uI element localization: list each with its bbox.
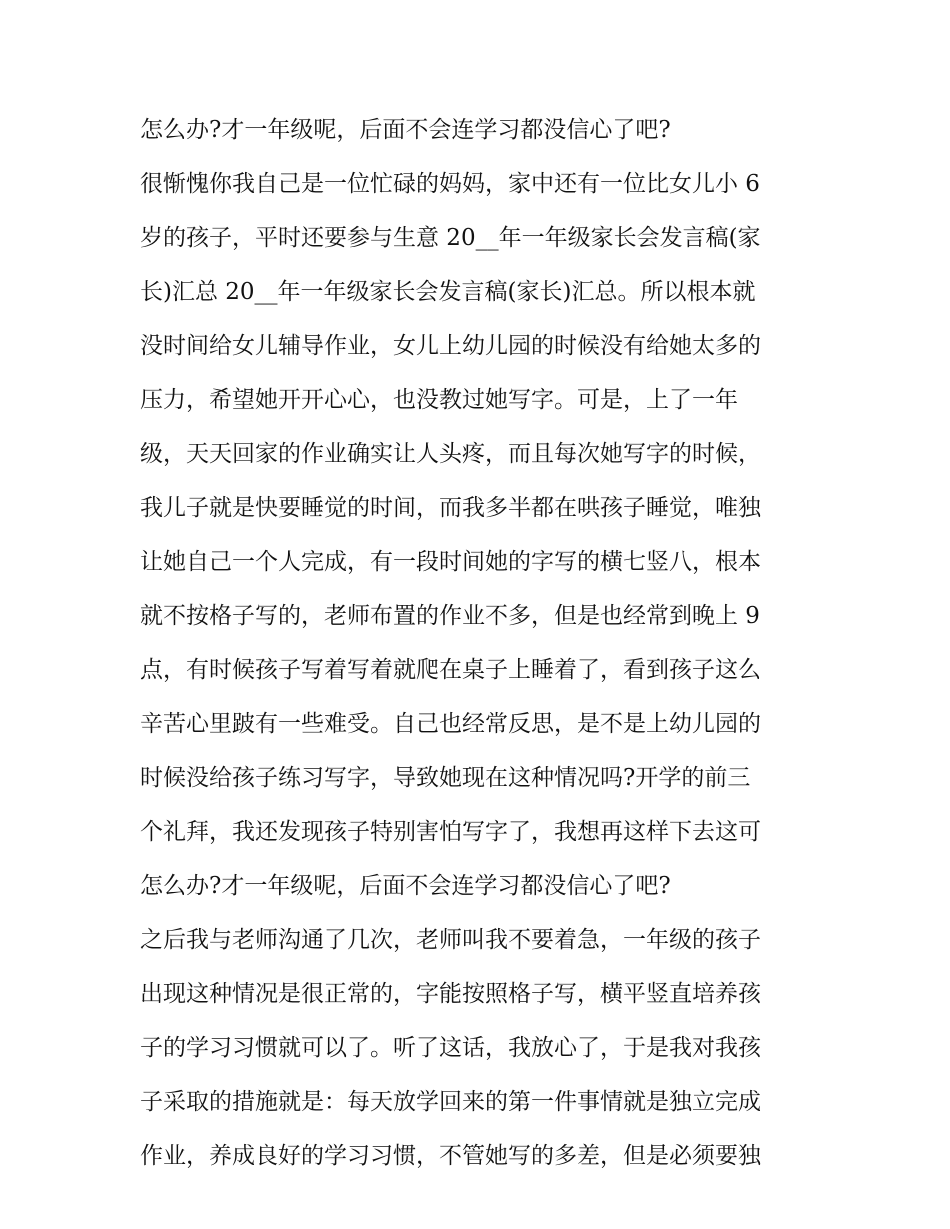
text-line: 子采取的措施就是：每天放学回来的第一件事情就是独立完成 [140,1089,761,1115]
text-line: 之后我与老师沟通了几次，老师叫我不要着急，一年级的孩子 [140,927,761,953]
text-line: 级，天天回家的作业确实让人头疼，而且每次她写字的时候， [140,441,761,467]
text-line: 子的学习习惯就可以了。听了这话，我放心了，于是我对我孩 [140,1035,761,1061]
text-line: 让她自己一个人完成，有一段时间她的字写的横七竖八，根本 [140,549,761,575]
body-text [140,103,820,1183]
text-line: 时候没给孩子练习写字，导致她现在这种情况吗?开学的前三 [140,765,751,791]
text-line: 作业，养成良好的学习习惯，不管她写的多差，但是必须要独 [140,1143,761,1169]
text-line: 就不按格子写的，老师布置的作业不多，但是也经常到晚上 9 [140,603,760,629]
text-line: 我儿子就是快要睡觉的时间，而我多半都在哄孩子睡觉，唯独 [140,495,761,521]
text-line: 出现这种情况是很正常的，字能按照格子写，横平竖直培养孩 [140,981,761,1007]
text-line: 长)汇总 20__年一年级家长会发言稿(家长)汇总。所以根本就 [140,279,756,305]
text-line: 个礼拜，我还发现孩子特别害怕写字了，我想再这样下去这可 [140,819,761,845]
text-line: 点，有时候孩子写着写着就爬在桌子上睡着了，看到孩子这么 [140,657,761,683]
text-line: 怎么办?才一年级呢，后面不会连学习都没信心了吧? [140,873,671,899]
text-line: 没时间给女儿辅导作业，女儿上幼儿园的时候没有给她太多的 [140,333,761,359]
text-line: 很惭愧你我自己是一位忙碌的妈妈，家中还有一位比女儿小 6 [140,171,760,197]
text-line: 岁的孩子，平时还要参与生意 20__年一年级家长会发言稿(家 [140,225,761,251]
text-line: 怎么办?才一年级呢，后面不会连学习都没信心了吧? [140,117,671,143]
text-line: 压力，希望她开开心心，也没教过她写字。可是，上了一年 [140,387,738,413]
text-line: 辛苦心里跛有一些难受。自己也经常反思，是不是上幼儿园的 [140,711,761,737]
